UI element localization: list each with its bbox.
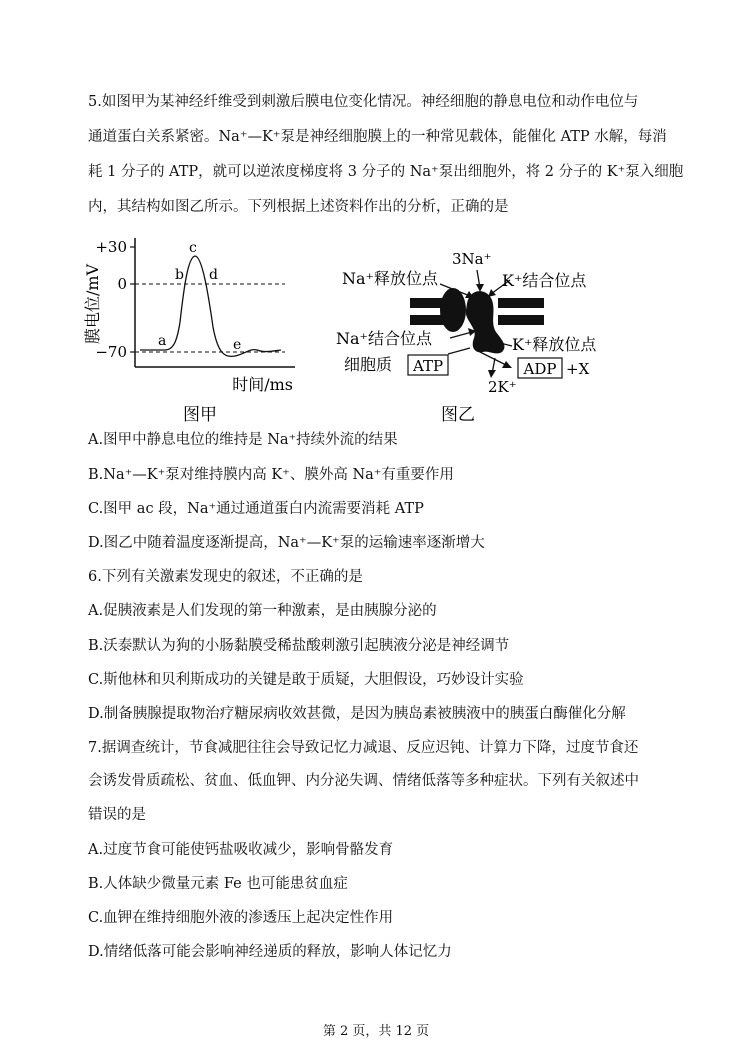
page-footer: 第 2 页，共 12 页 <box>322 1024 430 1039</box>
figure-a-membrane-potential <box>85 232 325 428</box>
point-label-d: d <box>209 267 218 283</box>
label-na-binding-site: Na⁺结合位点 <box>336 329 432 348</box>
q7-stem-line-1: 7.据调查统计，节食减肥往往会导致记忆力减退、反应迟钝、计算力下降，过度节食还 <box>88 740 639 756</box>
tick-label-plus30: +30 <box>95 238 127 256</box>
label-adp: ADP <box>523 360 557 378</box>
q5-option-b: B.Na⁺—K⁺泵对维持膜内高 K⁺、膜外高 Na⁺有重要作用 <box>88 467 454 483</box>
q6-option-a: A.促胰液素是人们发现的第一种激素，是由胰腺分泌的 <box>88 603 437 619</box>
label-plus-x: +X <box>566 360 590 378</box>
point-label-e: e <box>233 337 242 353</box>
point-label-b: b <box>175 267 184 283</box>
q6-option-b: B.沃泰默认为狗的小肠黏膜受稀盐酸刺激引起胰液分泌是神经调节 <box>88 638 510 654</box>
point-label-a: a <box>158 333 167 349</box>
q6-stem: 6.下列有关激素发现史的叙述，不正确的是 <box>88 569 363 585</box>
label-na-release-site: Na⁺释放位点 <box>342 269 438 288</box>
q5-stem-line-1: 5.如图甲为某神经纤维受到刺激后膜电位变化情况。神经细胞的静息电位和动作电位与 <box>88 94 639 110</box>
figure-b-sodium-potassium-pump <box>330 240 630 430</box>
q5-option-a: A.图甲中静息电位的维持是 Na⁺持续外流的结果 <box>88 432 398 448</box>
q6-option-d: D.制备胰腺提取物治疗糖尿病收效甚微，是因为胰岛素被胰液中的胰蛋白酶催化分解 <box>88 706 626 722</box>
label-cytoplasm: 细胞质 <box>344 355 393 374</box>
label-2k: 2K⁺ <box>488 378 517 396</box>
q5-stem-line-2: 通道蛋白关系紧密。Na⁺—K⁺泵是神经细胞膜上的一种常见载体，能催化 ATP 水解，每消 <box>88 129 667 145</box>
tick-label-0: 0 <box>117 275 127 293</box>
q5-stem-line-3: 耗 1 分子的 ATP，就可以逆浓度梯度将 3 分子的 Na⁺泵出细胞外，将 2 分子的 K⁺泵入细胞 <box>88 164 684 180</box>
q7-option-d: D.情绪低落可能会影响神经递质的释放，影响人体记忆力 <box>88 944 452 960</box>
q7-option-a: A.过度节食可能使钙盐吸收减少，影响骨骼发育 <box>88 842 394 858</box>
label-atp: ATP <box>412 357 444 375</box>
tick-label-minus70: −70 <box>95 343 127 361</box>
figure-a-caption: 图甲 <box>183 405 217 425</box>
x-axis-label: 时间/ms <box>232 375 293 394</box>
q7-stem-line-3: 错误的是 <box>88 807 146 823</box>
q6-option-c: C.斯他林和贝利斯成功的关键是敢于质疑，大胆假设，巧妙设计实验 <box>88 672 524 688</box>
q7-option-c: C.血钾在维持细胞外液的渗透压上起决定性作用 <box>88 910 394 926</box>
q7-stem-line-2: 会诱发骨质疏松、贫血、低血钾、内分泌失调、情绪低落等多种症状。下列有关叙述中 <box>88 773 639 789</box>
label-k-binding-site: K⁺结合位点 <box>502 271 587 290</box>
y-axis-label: 膜电位/mV <box>83 263 102 345</box>
q5-option-c: C.图甲 ac 段，Na⁺通过通道蛋白内流需要消耗 ATP <box>88 501 424 517</box>
point-label-c: c <box>189 240 197 256</box>
q7-option-b: B.人体缺少微量元素 Fe 也可能患贫血症 <box>88 876 348 892</box>
q5-stem-line-4: 内，其结构如图乙所示。下列根据上述资料作出的分析，正确的是 <box>88 199 509 215</box>
q5-option-d: D.图乙中随着温度逐渐提高，Na⁺—K⁺泵的运输速率逐渐增大 <box>88 535 485 551</box>
figure-b-caption: 图乙 <box>441 405 475 425</box>
pump-left-subunit <box>440 288 466 332</box>
label-3na: 3Na⁺ <box>452 250 492 268</box>
label-k-release-site: K⁺释放位点 <box>512 335 597 354</box>
